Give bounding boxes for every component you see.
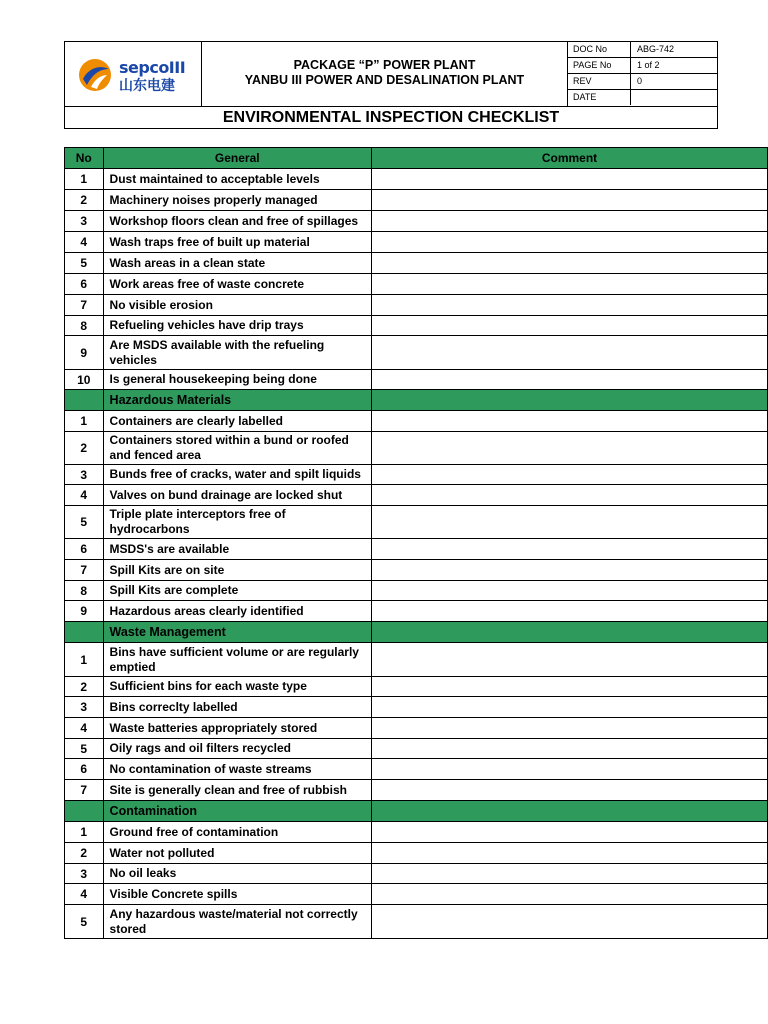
section-header-hazardous-materials bbox=[65, 390, 768, 411]
table-row bbox=[65, 560, 768, 581]
document-title: ENVIRONMENTAL INSPECTION CHECKLIST bbox=[65, 106, 717, 128]
item-number: 1 bbox=[65, 411, 104, 432]
comment-cell[interactable] bbox=[372, 411, 768, 432]
item-number: 9 bbox=[65, 336, 104, 370]
item-text: Valves on bund drainage are locked shut bbox=[103, 485, 371, 506]
section-title: Hazardous Materials bbox=[103, 390, 371, 411]
meta-row-date bbox=[568, 90, 717, 106]
logo-brand-text-cn: 山东电建 bbox=[119, 78, 175, 94]
comment-cell[interactable] bbox=[372, 864, 768, 884]
meta-label: DOC No bbox=[568, 42, 631, 57]
section-header-contamination bbox=[65, 801, 768, 822]
comment-cell[interactable] bbox=[372, 759, 768, 780]
comment-cell[interactable] bbox=[372, 601, 768, 622]
comment-cell[interactable] bbox=[372, 211, 768, 232]
project-title-line1: PACKAGE “P” POWER PLANT bbox=[293, 58, 476, 72]
comment-cell[interactable] bbox=[372, 739, 768, 759]
comment-cell[interactable] bbox=[372, 253, 768, 274]
item-number: 7 bbox=[65, 295, 104, 316]
item-number: 5 bbox=[65, 253, 104, 274]
comment-cell[interactable] bbox=[372, 718, 768, 739]
comment-cell[interactable] bbox=[372, 336, 768, 370]
item-text: Containers stored within a bund or roofed and fenced area bbox=[103, 432, 371, 465]
section-title: Waste Management bbox=[103, 622, 371, 643]
item-number: 5 bbox=[65, 739, 104, 759]
table-row bbox=[65, 581, 768, 601]
item-number: 9 bbox=[65, 601, 104, 622]
table-row bbox=[65, 485, 768, 506]
item-text: Oily rags and oil filters recycled bbox=[103, 739, 371, 759]
item-text: Machinery noises properly managed bbox=[103, 190, 371, 211]
logo-brand-text: sepcoIII bbox=[119, 58, 186, 77]
table-row bbox=[65, 884, 768, 905]
item-text: Bins have sufficient volume or are regularly emptied bbox=[103, 643, 371, 677]
table-row bbox=[65, 822, 768, 843]
meta-row-rev bbox=[568, 74, 717, 90]
comment-cell[interactable] bbox=[372, 506, 768, 539]
logo-cell bbox=[65, 42, 202, 106]
comment-cell[interactable] bbox=[372, 370, 768, 390]
item-text: Visible Concrete spills bbox=[103, 884, 371, 905]
comment-cell[interactable] bbox=[372, 843, 768, 864]
table-row bbox=[65, 539, 768, 560]
item-text: Is general housekeeping being done bbox=[103, 370, 371, 390]
column-header-comment: Comment bbox=[372, 148, 768, 169]
table-row bbox=[65, 780, 768, 801]
comment-cell[interactable] bbox=[372, 822, 768, 843]
comment-cell[interactable] bbox=[372, 316, 768, 336]
table-row bbox=[65, 905, 768, 939]
item-number: 2 bbox=[65, 190, 104, 211]
item-number: 4 bbox=[65, 718, 104, 739]
table-row bbox=[65, 211, 768, 232]
item-text: Waste batteries appropriately stored bbox=[103, 718, 371, 739]
item-number: 2 bbox=[65, 677, 104, 697]
comment-cell[interactable] bbox=[372, 884, 768, 905]
table-row bbox=[65, 274, 768, 295]
item-text: Any hazardous waste/material not correctly stored bbox=[103, 905, 371, 939]
comment-cell[interactable] bbox=[372, 232, 768, 253]
item-text: MSDS's are available bbox=[103, 539, 371, 560]
meta-value bbox=[631, 90, 717, 105]
item-number: 4 bbox=[65, 884, 104, 905]
table-row bbox=[65, 677, 768, 697]
meta-row-page-no bbox=[568, 58, 717, 74]
table-row bbox=[65, 643, 768, 677]
item-number: 2 bbox=[65, 843, 104, 864]
table-header-row bbox=[65, 148, 768, 169]
meta-row-doc-no bbox=[568, 42, 717, 58]
item-text: Are MSDS available with the refueling vehicles bbox=[103, 336, 371, 370]
item-text: Site is generally clean and free of rubbish bbox=[103, 780, 371, 801]
item-number: 7 bbox=[65, 780, 104, 801]
item-text: No contamination of waste streams bbox=[103, 759, 371, 780]
table-row bbox=[65, 465, 768, 485]
document-meta bbox=[568, 42, 717, 106]
item-number: 4 bbox=[65, 485, 104, 506]
project-title-cell bbox=[202, 42, 568, 106]
item-number: 3 bbox=[65, 864, 104, 884]
table-row bbox=[65, 718, 768, 739]
table-row bbox=[65, 370, 768, 390]
item-number: 1 bbox=[65, 169, 104, 190]
table-row bbox=[65, 697, 768, 718]
item-text: Sufficient bins for each waste type bbox=[103, 677, 371, 697]
comment-cell[interactable] bbox=[372, 465, 768, 485]
comment-cell[interactable] bbox=[372, 581, 768, 601]
comment-cell[interactable] bbox=[372, 169, 768, 190]
item-text: No oil leaks bbox=[103, 864, 371, 884]
item-number: 1 bbox=[65, 643, 104, 677]
comment-cell[interactable] bbox=[372, 560, 768, 581]
item-text: Bins correclty labelled bbox=[103, 697, 371, 718]
table-row bbox=[65, 432, 768, 465]
item-number: 3 bbox=[65, 465, 104, 485]
meta-label: PAGE No bbox=[568, 58, 631, 73]
item-number: 2 bbox=[65, 432, 104, 465]
item-text: Hazardous areas clearly identified bbox=[103, 601, 371, 622]
table-row bbox=[65, 843, 768, 864]
item-text: Spill Kits are on site bbox=[103, 560, 371, 581]
comment-cell[interactable] bbox=[372, 190, 768, 211]
item-text: Refueling vehicles have drip trays bbox=[103, 316, 371, 336]
table-row bbox=[65, 601, 768, 622]
meta-label: DATE bbox=[568, 90, 631, 105]
item-number: 8 bbox=[65, 316, 104, 336]
item-text: Containers are clearly labelled bbox=[103, 411, 371, 432]
table-row bbox=[65, 295, 768, 316]
comment-cell[interactable] bbox=[372, 485, 768, 506]
document-header bbox=[64, 41, 718, 129]
table-row bbox=[65, 411, 768, 432]
item-number: 5 bbox=[65, 506, 104, 539]
item-text: Bunds free of cracks, water and spilt liquids bbox=[103, 465, 371, 485]
table-row bbox=[65, 190, 768, 211]
item-number: 10 bbox=[65, 370, 104, 390]
item-text: Water not polluted bbox=[103, 843, 371, 864]
item-number: 6 bbox=[65, 539, 104, 560]
meta-label: REV bbox=[568, 74, 631, 89]
project-title-line2: YANBU III POWER AND DESALINATION PLANT bbox=[244, 73, 525, 87]
table-row bbox=[65, 864, 768, 884]
item-number: 6 bbox=[65, 759, 104, 780]
table-row bbox=[65, 169, 768, 190]
comment-cell[interactable] bbox=[372, 274, 768, 295]
comment-cell[interactable] bbox=[372, 539, 768, 560]
sepco-logo-mark bbox=[77, 57, 113, 93]
table-row bbox=[65, 232, 768, 253]
item-number: 5 bbox=[65, 905, 104, 939]
table-row bbox=[65, 506, 768, 539]
comment-cell[interactable] bbox=[372, 697, 768, 718]
item-number: 6 bbox=[65, 274, 104, 295]
item-number: 3 bbox=[65, 211, 104, 232]
item-text: Work areas free of waste concrete bbox=[103, 274, 371, 295]
table-row bbox=[65, 316, 768, 336]
comment-cell[interactable] bbox=[372, 677, 768, 697]
item-text: Workshop floors clean and free of spillages bbox=[103, 211, 371, 232]
meta-value: ABG-742 bbox=[637, 44, 675, 54]
meta-value: 1 of 2 bbox=[637, 60, 660, 70]
comment-cell[interactable] bbox=[372, 432, 768, 465]
item-text: Triple plate interceptors free of hydrocarbons bbox=[103, 506, 371, 539]
item-number: 8 bbox=[65, 581, 104, 601]
item-number: 4 bbox=[65, 232, 104, 253]
comment-cell[interactable] bbox=[372, 905, 768, 939]
column-header-general: General bbox=[103, 148, 371, 169]
table-row bbox=[65, 336, 768, 370]
section-title: Contamination bbox=[103, 801, 371, 822]
section-header-waste-management bbox=[65, 622, 768, 643]
item-text: Wash traps free of built up material bbox=[103, 232, 371, 253]
meta-value: 0 bbox=[637, 76, 643, 86]
item-text: Ground free of contamination bbox=[103, 822, 371, 843]
column-header-no: No bbox=[65, 148, 104, 169]
item-text: No visible erosion bbox=[103, 295, 371, 316]
comment-cell[interactable] bbox=[372, 295, 768, 316]
item-text: Dust maintained to acceptable levels bbox=[103, 169, 371, 190]
table-row bbox=[65, 739, 768, 759]
table-row bbox=[65, 759, 768, 780]
item-number: 3 bbox=[65, 697, 104, 718]
item-text: Spill Kits are complete bbox=[103, 581, 371, 601]
comment-cell[interactable] bbox=[372, 780, 768, 801]
item-number: 1 bbox=[65, 822, 104, 843]
inspection-checklist-table bbox=[64, 147, 768, 939]
item-number: 7 bbox=[65, 560, 104, 581]
comment-cell[interactable] bbox=[372, 643, 768, 677]
table-row bbox=[65, 253, 768, 274]
item-text: Wash areas in a clean state bbox=[103, 253, 371, 274]
